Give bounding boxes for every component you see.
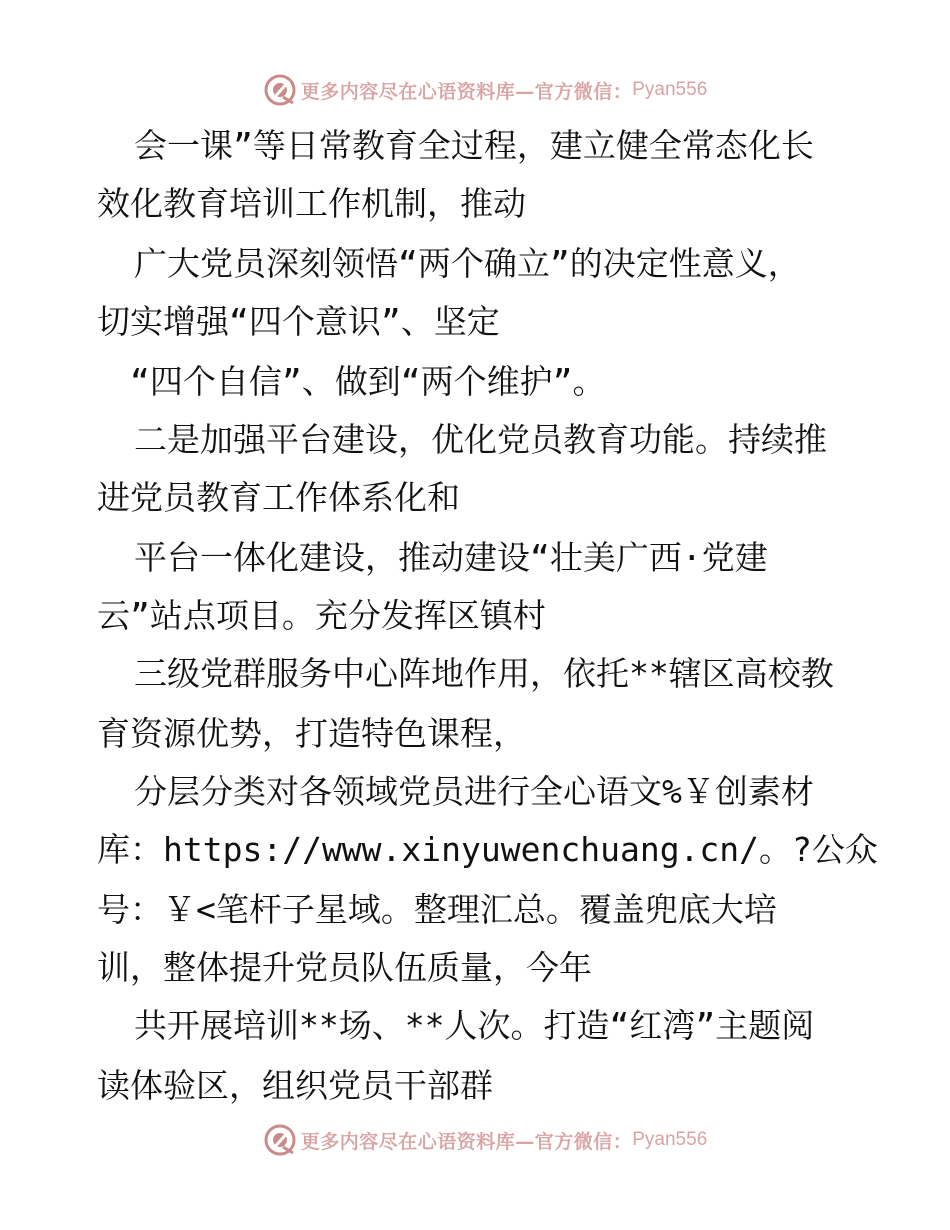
body-line: 育资源优势，打造特色课程， — [97, 714, 526, 753]
body-line: 云”站点项目。充分发挥区镇村 — [97, 596, 546, 635]
body-line: 效化教育培训工作机制，推动 — [97, 184, 526, 223]
body-line: 号：￥<笔杆子星域。整理汇总。覆盖兜底大培 — [97, 890, 777, 929]
header-banner-text: 更多内容尽在心语资料库—官方微信： — [300, 80, 633, 103]
header-banner — [0, 70, 950, 110]
footer-banner-text: 更多内容尽在心语资料库—官方微信： — [300, 1130, 633, 1153]
body-line: 二是加强平台建设，优化党员教育功能。持续推 — [134, 420, 827, 459]
body-line: 读体验区，组织党员干部群 — [97, 1066, 493, 1105]
body-line: 库：https://www.xinyuwenchuang.cn/。?公众 — [97, 830, 878, 869]
footer-wechat-id: Pyan556 — [632, 1129, 708, 1150]
footer-banner — [0, 1120, 950, 1160]
body-line: 分层分类对各领域党员进行全心语文%￥创素材 — [134, 772, 814, 811]
body-line: 共开展培训**场、**人次。打造“红湾”主题阅 — [134, 1006, 815, 1045]
body-line: 训，整体提升党员队伍质量，今年 — [97, 948, 592, 987]
body-line: 会一课”等日常教育全过程，建立健全常态化长 — [134, 126, 814, 165]
header-wechat-id: Pyan556 — [632, 79, 708, 100]
body-line: 平台一体化建设，推动建设“壮美广西·党建 — [134, 538, 768, 577]
body-line: 三级党群服务中心阵地作用，依托**辖区高校教 — [134, 654, 834, 693]
body-line: 切实增强“四个意识”、坚定 — [97, 302, 500, 341]
brand-logo-icon — [263, 1123, 297, 1157]
brand-logo-icon — [263, 73, 297, 107]
body-line: 进党员教育工作体系化和 — [97, 478, 460, 517]
body-line: “四个自信”、做到“两个维护”。 — [130, 362, 606, 401]
body-line: 广大党员深刻领悟“两个确立”的决定性意义， — [134, 244, 801, 283]
